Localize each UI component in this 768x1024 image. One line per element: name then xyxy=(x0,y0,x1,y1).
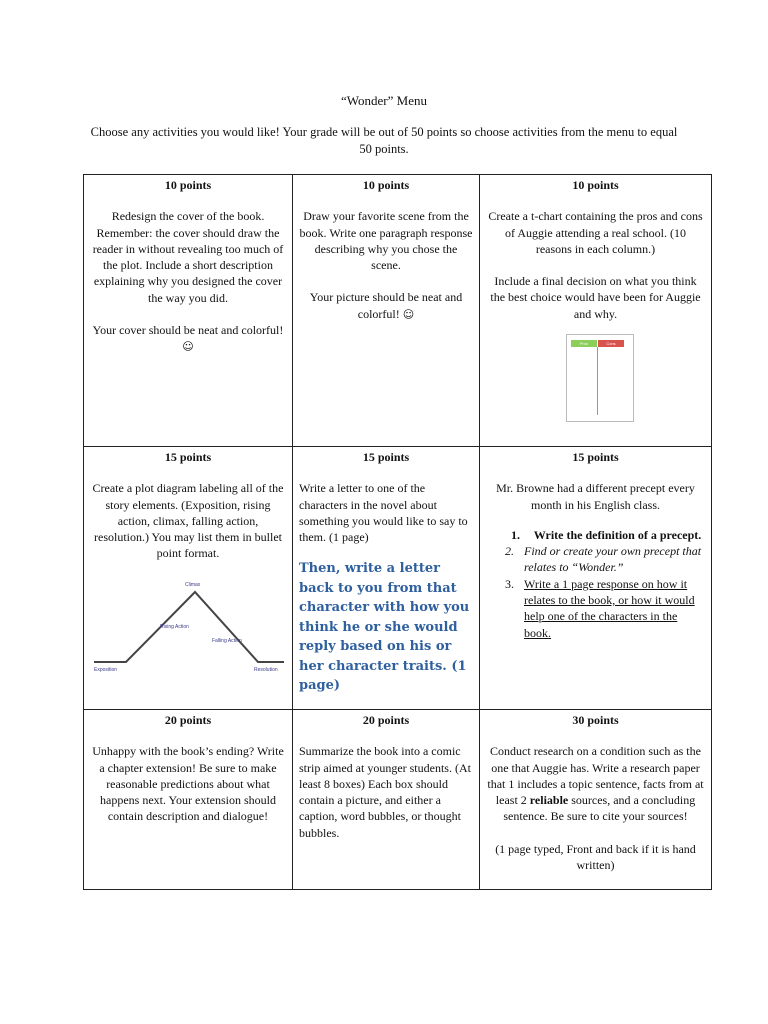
plot-label-exposition: Exposition xyxy=(94,666,118,673)
activity-description: Unhappy with the book’s ending? Write a chapter extension! Be sure to make reasonable predictions about what happens next. Your extension should contain description and dialogue! xyxy=(92,744,284,824)
list-item xyxy=(486,543,705,576)
points-label: 20 points xyxy=(164,713,212,727)
list-item-text: Find or create your own precept that relates to “Wonder.” xyxy=(524,544,702,575)
list-item-text: Write a 1 page response on how it relates to the book, or how it would help one of the characters in the book. xyxy=(524,576,695,640)
activity-description: Redesign the cover of the book. Remember: the cover should draw the reader in without revealing too much of the plot. Include a short description explaining why you designed the cover the way you did. xyxy=(92,209,284,305)
activity-description: Summarize the book into a comic strip aimed at younger students. (At least 8 boxes) Each box should contain a picture, and either a caption, word bubbles, or thought bubbles. xyxy=(299,744,471,840)
activity-text-part: Conduct research on a condition such as the one that Auggie has. Write a research paper that 1 includes a topic sentence, facts from at least 2 xyxy=(487,744,704,808)
activity-note-text: Your picture should be neat and colorful! xyxy=(309,290,463,321)
activity-description: Create a t-chart containing the pros and cons of Auggie attending a real school. (10 reasons in each column.) xyxy=(488,209,703,256)
smiley-icon: ☺ xyxy=(402,307,415,321)
activity-description: Mr. Browne had a different precept every month in his English class. xyxy=(496,481,695,512)
plot-label-rising: Rising Action xyxy=(160,623,189,630)
activity-cell-chapter-extension xyxy=(84,710,293,890)
activity-cell-tchart xyxy=(480,175,712,447)
t-chart-divider xyxy=(597,347,598,415)
precept-task-list xyxy=(486,527,705,641)
menu-row-20-30-points xyxy=(84,710,712,890)
activity-menu-table xyxy=(83,174,712,890)
activity-cell-precept xyxy=(480,447,712,710)
list-item-number: 1. xyxy=(511,527,520,542)
plot-label-falling: Falling Action xyxy=(212,637,242,644)
activity-note xyxy=(90,322,286,356)
plot-label-climax: Climax xyxy=(185,581,201,588)
activity-cell-research xyxy=(480,710,712,890)
points-label: 15 points xyxy=(572,450,619,464)
activity-text-emphasis: reliable xyxy=(529,793,569,808)
intro-text: Choose any activities you would like! Your grade will be out of 50 points so choose activities from the menu to equal 50 points. xyxy=(90,125,678,156)
list-item xyxy=(492,527,705,543)
activity-note-text: Your cover should be neat and colorful! xyxy=(92,323,284,338)
activity-cell-plot-diagram xyxy=(84,447,293,710)
activity-cell-letter xyxy=(293,447,480,710)
menu-row-10-points xyxy=(84,175,712,447)
smiley-icon: ☺ xyxy=(182,340,194,354)
activity-description: Write a letter to one of the characters in the novel about something you would like to say to them. (1 page) xyxy=(299,481,468,545)
page-title: “Wonder” Menu xyxy=(341,93,427,108)
points-label: 15 points xyxy=(362,450,410,464)
points-label: 10 points xyxy=(572,178,619,192)
activity-note xyxy=(299,289,473,323)
activity-note: (1 page typed, Front and back if it is hand written) xyxy=(495,841,696,873)
plot-diagram-image xyxy=(90,572,286,682)
t-chart-cons-header: Cons xyxy=(598,340,624,347)
points-label: 20 points xyxy=(362,713,410,727)
list-item-number: 3. xyxy=(505,576,514,591)
activity-text-part: sources, and a concluding sentence. Be sure to cite your sources! xyxy=(503,793,696,824)
points-label: 15 points xyxy=(164,450,212,464)
activity-cell-comic-strip xyxy=(293,710,480,890)
points-label: 10 points xyxy=(362,178,410,192)
points-label: 10 points xyxy=(164,178,212,192)
list-item-number: 2. xyxy=(505,544,514,559)
activity-description: Draw your favorite scene from the book. Write one paragraph response describing why you chose the scene. xyxy=(299,209,473,273)
list-item-text: Write the definition of a precept. xyxy=(533,527,702,542)
list-item xyxy=(486,576,705,641)
t-chart-pros-header: Pros xyxy=(571,340,597,347)
plot-label-resolution: Resolution xyxy=(254,666,278,673)
points-label: 30 points xyxy=(572,713,619,727)
menu-row-15-points xyxy=(84,447,712,710)
activity-cell-scene xyxy=(293,175,480,447)
activity-description: Create a plot diagram labeling all of the story elements. (Exposition, rising action, climax, falling action, resolution.) You may list them in bullet point format. xyxy=(92,481,284,561)
activity-description xyxy=(486,743,705,824)
activity-highlight-text: Then, write a letter back to you from that character with how you think he or she would reply based on his or her character traits. (1 page) xyxy=(299,561,470,694)
activity-cell-cover xyxy=(84,175,293,447)
t-chart-image xyxy=(566,334,634,422)
activity-note: Include a final decision on what you think the best choice would have been for Auggie and why. xyxy=(490,274,701,321)
